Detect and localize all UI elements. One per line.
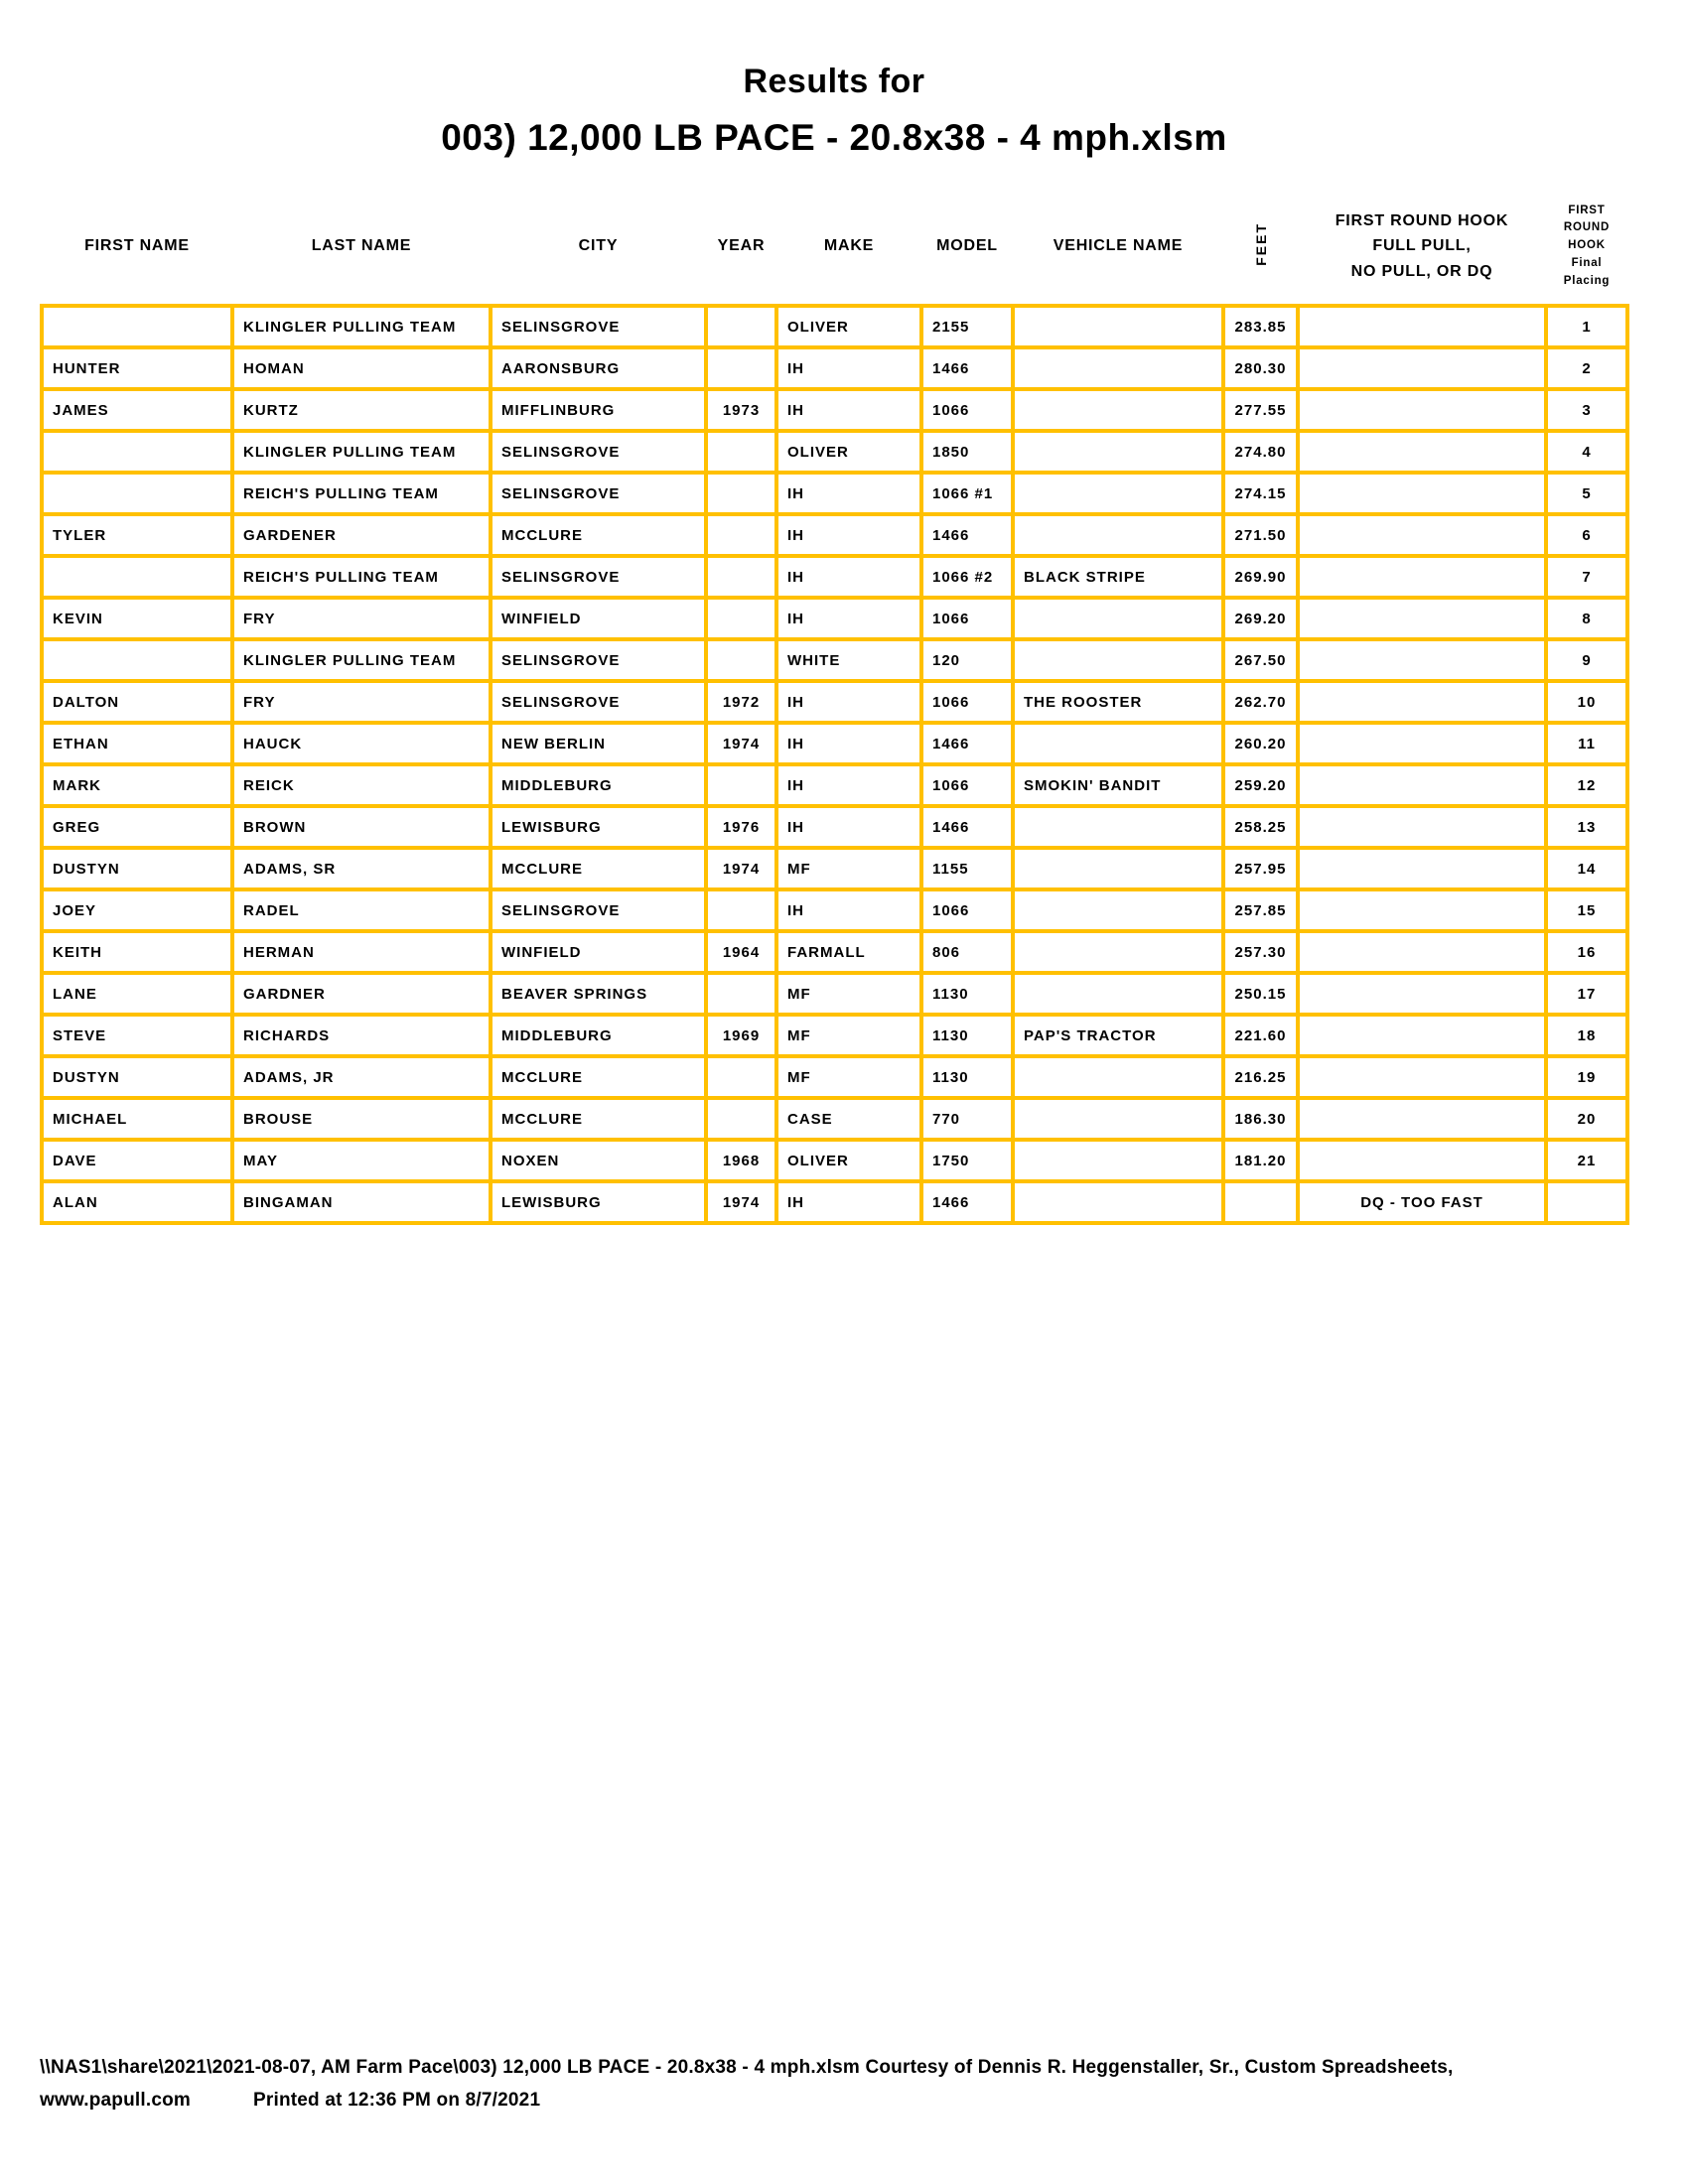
- cell-last-name: ADAMS, JR: [232, 1056, 491, 1098]
- cell-last-name: KLINGLER PULLING TEAM: [232, 306, 491, 347]
- table-row: [42, 931, 1627, 973]
- cell-city: NEW BERLIN: [491, 723, 706, 764]
- cell-city: MCCLURE: [491, 514, 706, 556]
- cell-city: SELINSGROVE: [491, 639, 706, 681]
- header-vehicle-name: VEHICLE NAME: [1053, 237, 1184, 255]
- cell-final-placing: 13: [1546, 806, 1627, 848]
- cell-feet: 262.70: [1223, 681, 1298, 723]
- cell-feet: 269.20: [1223, 598, 1298, 639]
- cell-make: IH: [776, 347, 921, 389]
- cell-model: 1466: [921, 347, 1013, 389]
- table-row: [42, 514, 1627, 556]
- table-row: [42, 1098, 1627, 1140]
- cell-first-round-hook: DQ - TOO FAST: [1298, 1181, 1546, 1223]
- cell-model: 1066: [921, 681, 1013, 723]
- table-row: [42, 1056, 1627, 1098]
- cell-city: SELINSGROVE: [491, 306, 706, 347]
- cell-first-name: ALAN: [42, 1181, 232, 1223]
- cell-vehicle-name: [1013, 514, 1223, 556]
- cell-make: IH: [776, 598, 921, 639]
- cell-feet: 216.25: [1223, 1056, 1298, 1098]
- cell-first-round-hook: [1298, 806, 1546, 848]
- cell-make: FARMALL: [776, 931, 921, 973]
- cell-city: WINFIELD: [491, 931, 706, 973]
- table-row: [42, 389, 1627, 431]
- cell-model: 1130: [921, 1015, 1013, 1056]
- page-title-line2: 003) 12,000 LB PACE - 20.8x38 - 4 mph.xlsm: [441, 117, 1227, 159]
- cell-first-round-hook: [1298, 1140, 1546, 1181]
- cell-final-placing: 7: [1546, 556, 1627, 598]
- cell-final-placing: 11: [1546, 723, 1627, 764]
- cell-year: [706, 473, 776, 514]
- cell-city: SELINSGROVE: [491, 473, 706, 514]
- table-row: [42, 1140, 1627, 1181]
- cell-vehicle-name: [1013, 347, 1223, 389]
- table-row: [42, 806, 1627, 848]
- cell-make: IH: [776, 723, 921, 764]
- cell-first-name: JOEY: [42, 889, 232, 931]
- cell-vehicle-name: [1013, 848, 1223, 889]
- cell-vehicle-name: [1013, 723, 1223, 764]
- cell-year: [706, 764, 776, 806]
- cell-last-name: REICH'S PULLING TEAM: [232, 473, 491, 514]
- header-feet: [1223, 197, 1298, 306]
- cell-model: 1466: [921, 723, 1013, 764]
- cell-model: 1466: [921, 514, 1013, 556]
- cell-first-round-hook: [1298, 931, 1546, 973]
- cell-model: 120: [921, 639, 1013, 681]
- cell-final-placing: [1546, 1181, 1627, 1223]
- cell-make: IH: [776, 514, 921, 556]
- table-row: [42, 598, 1627, 639]
- cell-first-round-hook: [1298, 347, 1546, 389]
- cell-city: LEWISBURG: [491, 1181, 706, 1223]
- cell-model: 770: [921, 1098, 1013, 1140]
- cell-first-name: KEITH: [42, 931, 232, 973]
- header-hook-line2: FULL PULL,: [1372, 237, 1472, 255]
- cell-vehicle-name: BLACK STRIPE: [1013, 556, 1223, 598]
- cell-city: SELINSGROVE: [491, 556, 706, 598]
- cell-last-name: FRY: [232, 681, 491, 723]
- results-table-body: [42, 306, 1627, 1223]
- cell-model: 1066: [921, 598, 1013, 639]
- cell-last-name: KLINGLER PULLING TEAM: [232, 431, 491, 473]
- cell-vehicle-name: [1013, 806, 1223, 848]
- cell-make: MF: [776, 848, 921, 889]
- cell-first-round-hook: [1298, 723, 1546, 764]
- cell-city: WINFIELD: [491, 598, 706, 639]
- cell-feet: 274.80: [1223, 431, 1298, 473]
- header-make: MAKE: [823, 237, 875, 255]
- table-row: [42, 848, 1627, 889]
- cell-year: [706, 514, 776, 556]
- cell-make: IH: [776, 389, 921, 431]
- cell-first-round-hook: [1298, 598, 1546, 639]
- cell-last-name: MAY: [232, 1140, 491, 1181]
- cell-last-name: RICHARDS: [232, 1015, 491, 1056]
- table-row: [42, 473, 1627, 514]
- cell-make: OLIVER: [776, 1140, 921, 1181]
- cell-first-name: ETHAN: [42, 723, 232, 764]
- cell-final-placing: 21: [1546, 1140, 1627, 1181]
- cell-year: [706, 1056, 776, 1098]
- cell-feet: 267.50: [1223, 639, 1298, 681]
- cell-year: 1974: [706, 848, 776, 889]
- cell-feet: 258.25: [1223, 806, 1298, 848]
- cell-year: [706, 1098, 776, 1140]
- cell-model: 1066: [921, 889, 1013, 931]
- cell-feet: 250.15: [1223, 973, 1298, 1015]
- page-footer: [40, 2057, 1648, 2112]
- cell-final-placing: 19: [1546, 1056, 1627, 1098]
- cell-feet: 269.90: [1223, 556, 1298, 598]
- cell-final-placing: 12: [1546, 764, 1627, 806]
- cell-first-round-hook: [1298, 306, 1546, 347]
- table-row: [42, 431, 1627, 473]
- cell-final-placing: 3: [1546, 389, 1627, 431]
- cell-feet: 186.30: [1223, 1098, 1298, 1140]
- cell-make: IH: [776, 806, 921, 848]
- header-last-name: LAST NAME: [311, 237, 412, 255]
- cell-vehicle-name: [1013, 973, 1223, 1015]
- cell-first-round-hook: [1298, 764, 1546, 806]
- cell-make: OLIVER: [776, 306, 921, 347]
- cell-first-round-hook: [1298, 1056, 1546, 1098]
- cell-feet: 257.95: [1223, 848, 1298, 889]
- cell-model: 1130: [921, 973, 1013, 1015]
- cell-make: IH: [776, 681, 921, 723]
- cell-first-round-hook: [1298, 681, 1546, 723]
- cell-last-name: GARDENER: [232, 514, 491, 556]
- cell-vehicle-name: PAP'S TRACTOR: [1013, 1015, 1223, 1056]
- cell-city: SELINSGROVE: [491, 889, 706, 931]
- cell-feet: 277.55: [1223, 389, 1298, 431]
- cell-feet: 271.50: [1223, 514, 1298, 556]
- cell-year: [706, 639, 776, 681]
- results-table-header: [42, 197, 1627, 306]
- footer-website: www.papull.com: [40, 2090, 191, 2111]
- cell-last-name: HOMAN: [232, 347, 491, 389]
- cell-first-name: [42, 556, 232, 598]
- table-row: [42, 764, 1627, 806]
- cell-final-placing: 17: [1546, 973, 1627, 1015]
- cell-city: MIFFLINBURG: [491, 389, 706, 431]
- table-row: [42, 1181, 1627, 1223]
- table-row: [42, 681, 1627, 723]
- cell-model: 1466: [921, 806, 1013, 848]
- cell-first-name: [42, 639, 232, 681]
- table-row: [42, 639, 1627, 681]
- cell-first-name: TYLER: [42, 514, 232, 556]
- cell-city: SELINSGROVE: [491, 431, 706, 473]
- cell-vehicle-name: THE ROOSTER: [1013, 681, 1223, 723]
- cell-last-name: BINGAMAN: [232, 1181, 491, 1223]
- cell-city: BEAVER SPRINGS: [491, 973, 706, 1015]
- cell-make: IH: [776, 1181, 921, 1223]
- cell-last-name: KLINGLER PULLING TEAM: [232, 639, 491, 681]
- cell-model: 1066 #1: [921, 473, 1013, 514]
- cell-first-name: [42, 473, 232, 514]
- cell-feet: 221.60: [1223, 1015, 1298, 1056]
- cell-city: MCCLURE: [491, 1098, 706, 1140]
- cell-year: 1969: [706, 1015, 776, 1056]
- header-city: CITY: [578, 237, 619, 255]
- cell-vehicle-name: [1013, 889, 1223, 931]
- cell-city: MIDDLEBURG: [491, 1015, 706, 1056]
- cell-model: 1066: [921, 764, 1013, 806]
- cell-last-name: HERMAN: [232, 931, 491, 973]
- cell-first-name: MICHAEL: [42, 1098, 232, 1140]
- cell-last-name: ADAMS, SR: [232, 848, 491, 889]
- cell-final-placing: 16: [1546, 931, 1627, 973]
- cell-make: MF: [776, 1015, 921, 1056]
- footer-line2: [40, 2090, 1648, 2112]
- results-table: [40, 197, 1629, 1225]
- cell-feet: 260.20: [1223, 723, 1298, 764]
- cell-model: 1066: [921, 389, 1013, 431]
- cell-model: 1466: [921, 1181, 1013, 1223]
- table-row: [42, 556, 1627, 598]
- header-hook-line3: NO PULL, OR DQ: [1350, 262, 1493, 280]
- cell-city: MCCLURE: [491, 848, 706, 889]
- cell-last-name: GARDNER: [232, 973, 491, 1015]
- cell-model: 1066 #2: [921, 556, 1013, 598]
- cell-year: [706, 598, 776, 639]
- cell-first-name: DALTON: [42, 681, 232, 723]
- footer-printed-timestamp: Printed at 12:36 PM on 8/7/2021: [253, 2090, 541, 2111]
- cell-last-name: REICK: [232, 764, 491, 806]
- cell-first-name: GREG: [42, 806, 232, 848]
- cell-make: IH: [776, 889, 921, 931]
- cell-vehicle-name: [1013, 389, 1223, 431]
- cell-last-name: FRY: [232, 598, 491, 639]
- cell-year: 1974: [706, 723, 776, 764]
- cell-year: 1976: [706, 806, 776, 848]
- cell-make: MF: [776, 973, 921, 1015]
- cell-last-name: BROUSE: [232, 1098, 491, 1140]
- cell-city: SELINSGROVE: [491, 681, 706, 723]
- cell-final-placing: 14: [1546, 848, 1627, 889]
- cell-first-name: DAVE: [42, 1140, 232, 1181]
- table-row: [42, 347, 1627, 389]
- cell-model: 2155: [921, 306, 1013, 347]
- cell-year: [706, 306, 776, 347]
- table-row: [42, 723, 1627, 764]
- cell-feet: 274.15: [1223, 473, 1298, 514]
- cell-model: 1850: [921, 431, 1013, 473]
- cell-first-round-hook: [1298, 889, 1546, 931]
- cell-feet: 283.85: [1223, 306, 1298, 347]
- cell-first-name: [42, 431, 232, 473]
- cell-first-name: DUSTYN: [42, 848, 232, 889]
- cell-year: 1974: [706, 1181, 776, 1223]
- cell-vehicle-name: [1013, 1181, 1223, 1223]
- cell-vehicle-name: [1013, 639, 1223, 681]
- cell-last-name: RADEL: [232, 889, 491, 931]
- cell-year: 1964: [706, 931, 776, 973]
- cell-make: WHITE: [776, 639, 921, 681]
- cell-first-name: MARK: [42, 764, 232, 806]
- cell-first-name: HUNTER: [42, 347, 232, 389]
- cell-year: [706, 556, 776, 598]
- cell-vehicle-name: [1013, 598, 1223, 639]
- table-row: [42, 306, 1627, 347]
- cell-final-placing: 18: [1546, 1015, 1627, 1056]
- table-row: [42, 1015, 1627, 1056]
- cell-final-placing: 1: [1546, 306, 1627, 347]
- cell-final-placing: 9: [1546, 639, 1627, 681]
- cell-feet: 257.85: [1223, 889, 1298, 931]
- header-placing-line1: FIRST ROUND: [1563, 204, 1611, 234]
- cell-feet: 181.20: [1223, 1140, 1298, 1181]
- cell-first-round-hook: [1298, 973, 1546, 1015]
- cell-first-name: JAMES: [42, 389, 232, 431]
- cell-make: IH: [776, 764, 921, 806]
- cell-feet: [1223, 1181, 1298, 1223]
- cell-feet: 280.30: [1223, 347, 1298, 389]
- cell-final-placing: 15: [1546, 889, 1627, 931]
- cell-final-placing: 8: [1546, 598, 1627, 639]
- cell-last-name: KURTZ: [232, 389, 491, 431]
- cell-first-name: LANE: [42, 973, 232, 1015]
- table-row: [42, 973, 1627, 1015]
- cell-last-name: BROWN: [232, 806, 491, 848]
- cell-first-round-hook: [1298, 848, 1546, 889]
- cell-first-name: [42, 306, 232, 347]
- cell-vehicle-name: [1013, 931, 1223, 973]
- header-final-placing: [1546, 197, 1627, 306]
- cell-vehicle-name: [1013, 1056, 1223, 1098]
- header-feet-rotated-label: FEET: [1252, 221, 1269, 266]
- cell-first-round-hook: [1298, 1098, 1546, 1140]
- cell-last-name: HAUCK: [232, 723, 491, 764]
- cell-model: 806: [921, 931, 1013, 973]
- cell-first-round-hook: [1298, 556, 1546, 598]
- cell-year: 1968: [706, 1140, 776, 1181]
- cell-city: MCCLURE: [491, 1056, 706, 1098]
- cell-final-placing: 2: [1546, 347, 1627, 389]
- cell-model: 1750: [921, 1140, 1013, 1181]
- cell-vehicle-name: [1013, 473, 1223, 514]
- cell-feet: 257.30: [1223, 931, 1298, 973]
- cell-year: 1972: [706, 681, 776, 723]
- cell-final-placing: 20: [1546, 1098, 1627, 1140]
- cell-year: [706, 889, 776, 931]
- cell-final-placing: 5: [1546, 473, 1627, 514]
- page-title: [0, 0, 1668, 159]
- cell-make: IH: [776, 556, 921, 598]
- table-row: [42, 889, 1627, 931]
- cell-last-name: REICH'S PULLING TEAM: [232, 556, 491, 598]
- cell-make: MF: [776, 1056, 921, 1098]
- cell-year: [706, 431, 776, 473]
- cell-first-round-hook: [1298, 1015, 1546, 1056]
- cell-model: 1155: [921, 848, 1013, 889]
- cell-final-placing: 4: [1546, 431, 1627, 473]
- cell-vehicle-name: [1013, 306, 1223, 347]
- cell-first-round-hook: [1298, 514, 1546, 556]
- header-first-round-hook: [1298, 197, 1546, 306]
- cell-final-placing: 10: [1546, 681, 1627, 723]
- cell-city: MIDDLEBURG: [491, 764, 706, 806]
- header-year: YEAR: [717, 237, 766, 255]
- cell-make: IH: [776, 473, 921, 514]
- header-hook-line1: FIRST ROUND HOOK: [1335, 211, 1509, 229]
- cell-first-round-hook: [1298, 431, 1546, 473]
- cell-final-placing: 6: [1546, 514, 1627, 556]
- cell-city: NOXEN: [491, 1140, 706, 1181]
- cell-make: OLIVER: [776, 431, 921, 473]
- footer-file-path: \\NAS1\share\2021\2021-08-07, AM Farm Pace\003) 12,000 LB PACE - 20.8x38 - 4 mph.xlsm Courtesy of Dennis R. Heggenstaller, Sr., Custom Spreadsheets,: [40, 2057, 1454, 2078]
- cell-first-name: DUSTYN: [42, 1056, 232, 1098]
- cell-year: 1973: [706, 389, 776, 431]
- cell-make: CASE: [776, 1098, 921, 1140]
- cell-first-name: STEVE: [42, 1015, 232, 1056]
- cell-year: [706, 347, 776, 389]
- header-placing-line2: HOOK: [1568, 239, 1606, 252]
- header-row: [42, 197, 1627, 306]
- cell-first-round-hook: [1298, 473, 1546, 514]
- cell-vehicle-name: SMOKIN' BANDIT: [1013, 764, 1223, 806]
- cell-vehicle-name: [1013, 431, 1223, 473]
- cell-city: LEWISBURG: [491, 806, 706, 848]
- cell-first-name: KEVIN: [42, 598, 232, 639]
- page-title-line1: Results for: [743, 63, 925, 100]
- cell-model: 1130: [921, 1056, 1013, 1098]
- cell-city: AARONSBURG: [491, 347, 706, 389]
- cell-year: [706, 973, 776, 1015]
- cell-feet: 259.20: [1223, 764, 1298, 806]
- cell-vehicle-name: [1013, 1098, 1223, 1140]
- cell-first-round-hook: [1298, 389, 1546, 431]
- header-placing-line3: Final Placing: [1563, 256, 1611, 287]
- cell-first-round-hook: [1298, 639, 1546, 681]
- cell-vehicle-name: [1013, 1140, 1223, 1181]
- header-model: MODEL: [936, 237, 998, 255]
- header-first-name: FIRST NAME: [84, 237, 190, 255]
